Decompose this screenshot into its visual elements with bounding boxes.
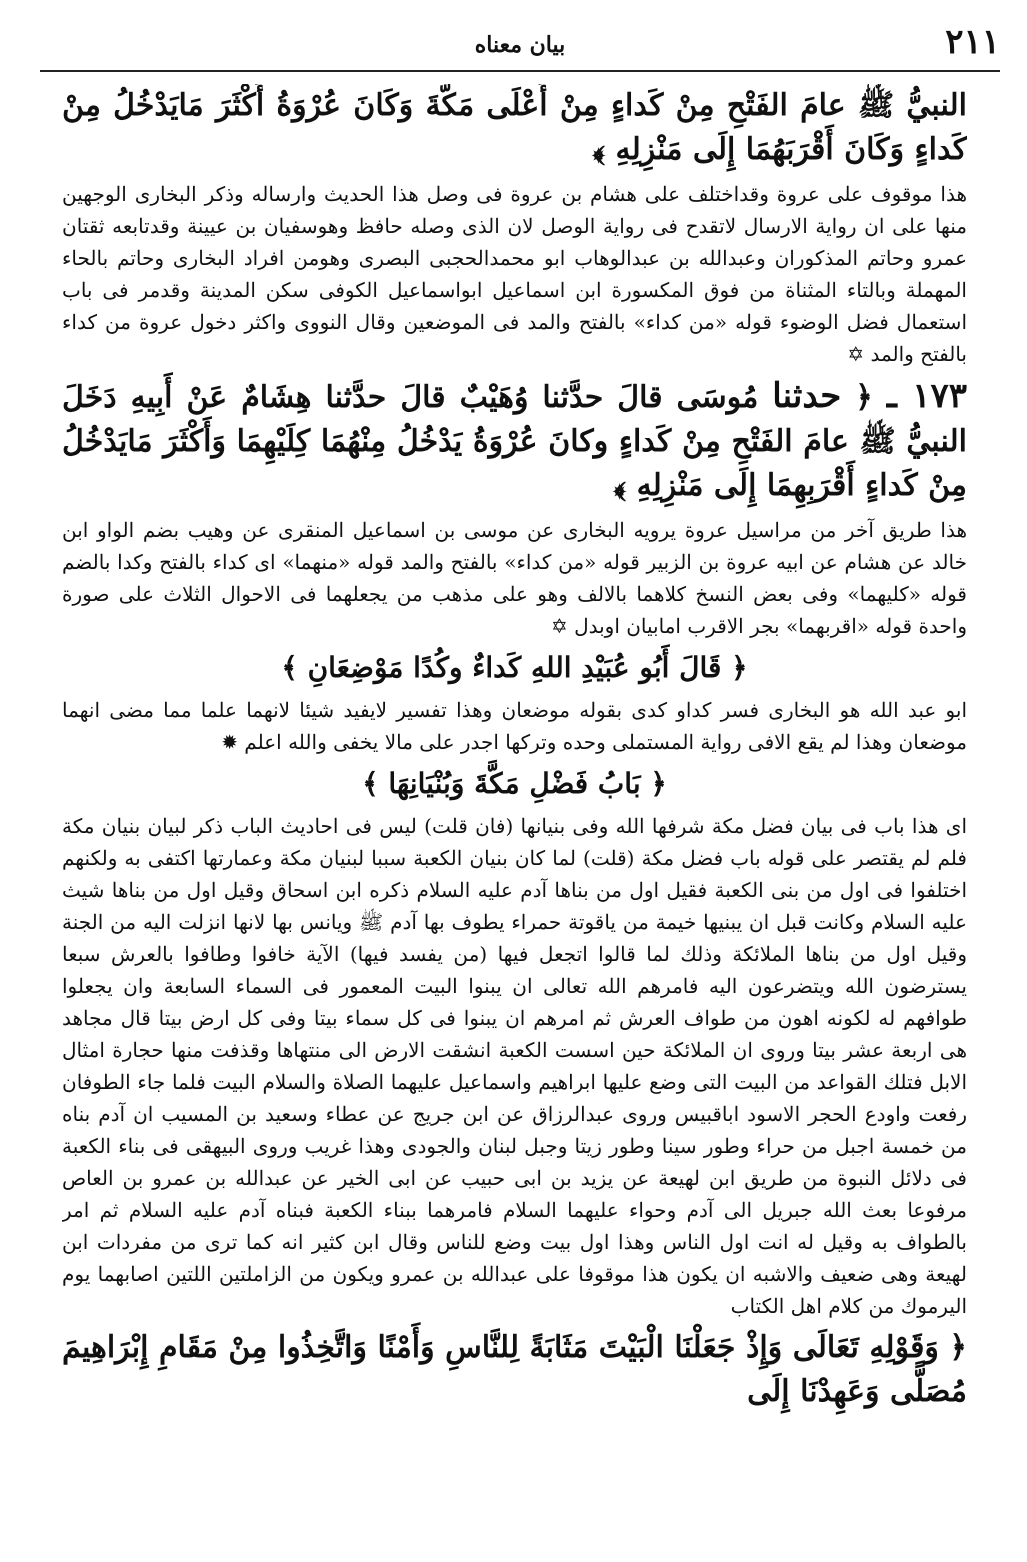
page-content: [62, 84, 967, 1549]
hadith-text-continuation: النبيُّ ﷺ عامَ الفَتْحِ مِنْ كَداءٍ مِنْ أَعْلَى مَكَّةَ وَكَانَ عُرْوَةُ أَكْثَرَ مَايَدْخُلُ مِنْ كَداءٍ وَكَانَ أَقْرَبَهُمَا إِلَى مَنْزِلِهِ ﴾: [62, 88, 967, 167]
open-bracket: ﴿: [855, 380, 873, 415]
running-title: بیان معناه: [474, 32, 566, 58]
bukhari-note: ﴿ قَالَ أَبُو عُبَيْدِ اللهِ كَداءٌ وكُدًا مَوْضِعَانِ ﴾: [281, 651, 748, 684]
header-divider: [40, 70, 1000, 72]
commentary-paragraph-4: اى هذا باب فى بيان فضل مكة شرفها الله وفى بنيانها (فان قلت) ليس فى احاديث الباب ذكر لبيان بنيان مكة فلم لم يقتصر على قوله باب فضل مكة (قلت) لما كان بنيان الكعبة سببا لبنيان مكة وعمارتها اكتفى به ولكنهم اختلفوا فى اول من بنى الكعبة فقيل اول من بناها آدم عليه السلام ذكره ابن اسحاق وقيل اول من بناها شيث عليه السلام وكانت قبل ان يبنيها خيمة من ياقوتة حمراء يطوف بها آدم ﷺ ويانس بها لانها انزلت اليه من الجنة وقيل اول من بناها الملائكة وذلك لما قالوا اتجعل فيها (من يفسد فيها) الآية خافوا وطافوا بالعرش سبعا يسترضون الله ويتضرعون اليه فامرهم الله تعالى ان يبنوا البيت المعمور فى السماء السابعة وان يجعلوا طوافهم له لكونه اهون من طواف العرش ثم امرهم ان يبنوا فى كل سماء بيتا وفى كل ارض بيتا قال مجاهد هى اربعة عشر بيتا وروى ان الملائكة حين اسست الكعبة انشقت الارض الى منتهاها وقذفت منها حجارة امثال الابل فتلك القواعد من البيت التى وضع عليها ابراهيم واسماعيل عليهما الصلاة والسلام البيت فلما جاء الطوفان رفعت واودع الحجر الاسود اباقبيس وروى عبدالرزاق عن ابن جريج عن عطاء وسعيد بن المسيب ان آدم بناه من خمسة اجبل من حراء وطور سينا وطور زيتا وجبل لبنان والجودى وهذا غريب وروى البيهقى فى بناء الكعبة فى دلائل النبوة من طريق ابن لهيعة عن يزيد بن ابى حبيب عن ابى الخير عن عبدالله بن عمرو بن العاص مرفوعا بعث الله جبريل الى آدم وحواء عليهما السلام فامرهما ببناء الكعبة فبناه آدم عليه السلام ثم امر بالطواف به وقيل له انت اول الناس وهذا اول بيت وضع للناس وقال ابن كثير انه كما ترى من مفردات ابن لهيعة وهى ضعيف والاشبه ان يكون هذا موقوفا على عبدالله بن عمرو ويكون من الزاملتين اللتين اصابهما يوم اليرموك من كلام اهل الكتاب: [62, 814, 967, 1318]
hadith-173: [62, 374, 967, 508]
commentary-paragraph-1: هذا موقوف على عروة وقداختلف على هشام بن عروة فى وصل هذا الحديث وارساله وذكر البخارى الوجهين منها على ان رواية الارسال لاتقدح فى رواية الوصل لان الذى وصله حافظ وهوسفيان بن عيينة وقدتابعه ثقتان عمرو وحاتم المذكوران وعبدالله بن عبدالوهاب ابو محمدالحجبى البصرى وهومن افراد البخارى وحاتم بالحاء المهملة وبالتاء المثناة من فوق المكسورة ابن اسماعيل ابواسماعيل الكوفى سكن المدينة وقدمر فى باب استعمال فضل الوضوء قوله «من كداء» بالفتح والمد فى الموضعين وقال النووى واكثر دخول عروة من كداء بالفتح والمد ✡: [62, 182, 967, 366]
chapter-title: ﴿ بَابُ فَضْلِ مَكَّةَ وَبُنْيَانِهَا ﴾: [362, 767, 667, 800]
haddathana-word: حدثنا: [772, 376, 842, 416]
page-number: ۲۱۱: [945, 22, 1000, 62]
quran-verse-line: ﴿ وَقَوْلِهِ تَعَالَى وَإِذْ جَعَلْنَا الْبَيْتَ مَثَابَةً لِلنَّاسِ وَأَمْنًا وَاتَّخِذُوا مِنْ مَقَامِ إِبْرَاهِيمَ مُصَلًّى وَعَهِدْنَا إِلَى: [62, 1330, 967, 1409]
hadith-number: ۱۷۳ ـ: [886, 376, 967, 416]
commentary-paragraph-3: ابو عبد الله هو البخارى فسر كداو كدى بقوله موضعان وهذا تفسير لايفيد شيئا لانهما علما مما مضى انهما موضعان وهذا لم يقع الافى رواية المستملى وحده وتركها اجدر على مالا يخفى والله اعلم ✹: [62, 698, 967, 754]
commentary-paragraph-2: هذا طريق آخر من مراسيل عروة يرويه البخارى عن موسى بن اسماعيل المنقرى عن وهيب بضم الواو ابن خالد عن هشام عن ابيه عروة بن الزبير قوله «من كداء» بالفتح والمد قوله «منهما» اى كداء بالفتح وكدا بالضم قوله «كليهما» وفى بعض النسخ كلاهما بالالف وهو على مذهب من يجعلهما فى الاحوال الثلاث على صورة واحدة قوله «اقربهما» بجر الاقرب امابيان اوبدل ✡: [62, 518, 967, 638]
page-header: [40, 22, 1000, 74]
hadith-173-text: مُوسَى قالَ حدَّثنا وُهَيْبٌ قالَ حدَّثنا هِشَامٌ عَنْ أَبِيهِ دَخَلَ النبيُّ ﷺ عامَ الفَتْحِ مِنْ كَداءٍ وكانَ عُرْوَةُ يَدْخُلُ مِنْهُمَا كِلَيْهِمَا وَأَكْثَرَ مَايَدْخُلُ مِنْ كَداءٍ أَقْرَبِهِمَا إِلَى مَنْزِلِهِ ﴾: [62, 380, 967, 503]
